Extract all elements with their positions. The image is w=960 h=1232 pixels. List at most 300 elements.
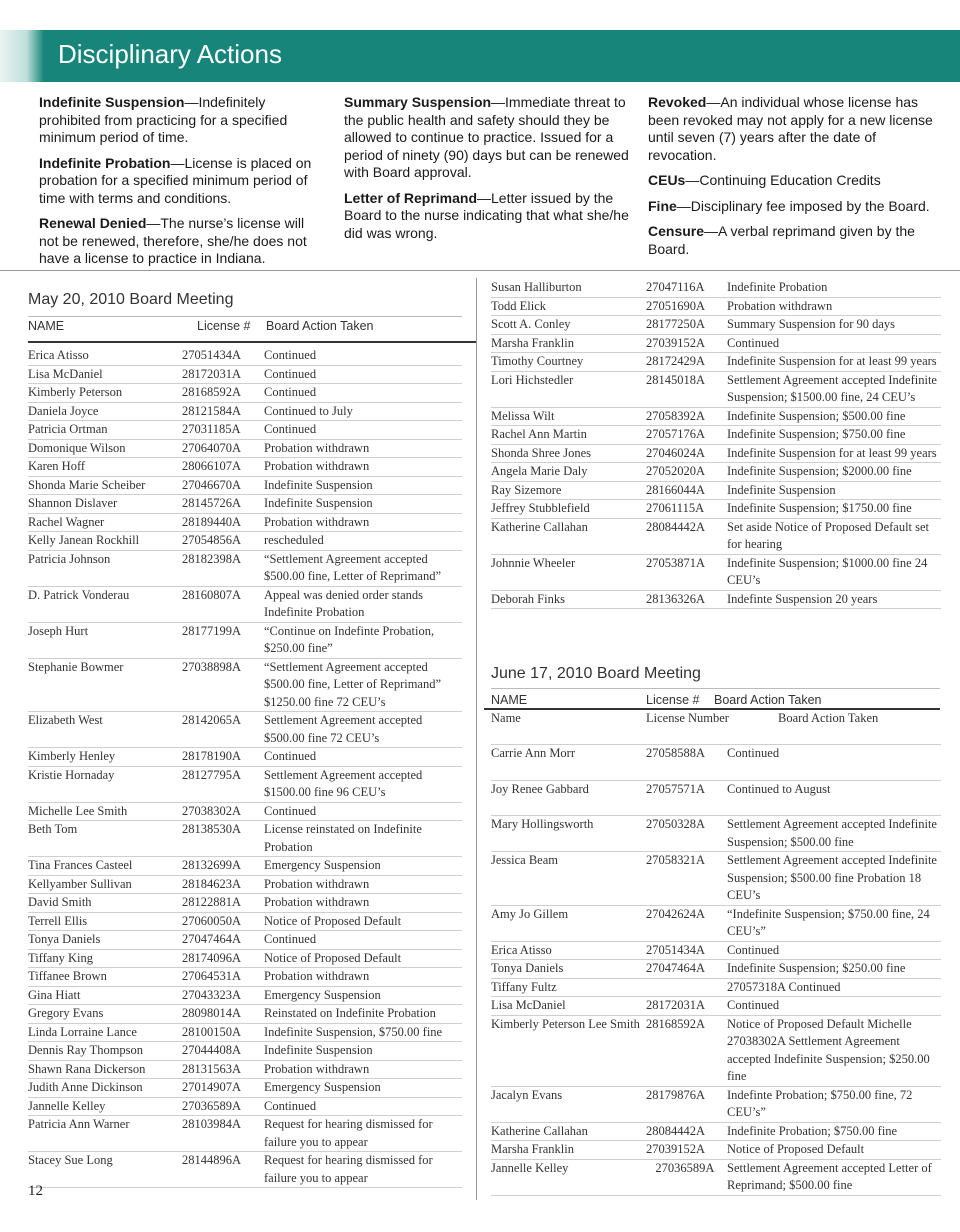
row-license: 28177199A — [182, 623, 242, 638]
row-action: Indefinite Suspension; $750.00 fine — [727, 427, 906, 441]
row-action: Indefinite Suspension — [727, 482, 836, 497]
row-license: 28179876A — [646, 1087, 706, 1102]
june-header-action: Board Action Taken — [714, 693, 822, 707]
row-license: 28178190A — [182, 749, 242, 763]
definition-term: Revoked — [648, 94, 707, 110]
row-license: 27057176A — [646, 427, 706, 441]
row-license: 28189440A — [182, 514, 242, 529]
row-action: Indefinte Probation; $750.00 fine, 72 CEU’s” — [727, 1087, 913, 1119]
row-action: Probation withdrawn — [264, 969, 370, 983]
row-license: 28084442A — [646, 519, 706, 534]
table-row — [28, 803, 462, 822]
row-action: Settlement Agreement accepted Letter of Reprimand; $500.00 fine — [727, 1160, 932, 1192]
table-row — [28, 440, 462, 459]
row-name: Patricia Ann Warner — [28, 1117, 130, 1131]
definition-term: Indefinite Suspension — [39, 94, 185, 110]
definition-item — [648, 198, 933, 216]
may-header-name: NAME — [28, 319, 65, 333]
row-name: Tina Frances Casteel — [28, 858, 133, 872]
june-header-name: NAME — [491, 693, 528, 707]
table-row — [491, 960, 941, 979]
table-row — [28, 987, 462, 1006]
row-license: 27031185A — [182, 422, 241, 436]
page-title: Disciplinary Actions — [58, 39, 282, 69]
row-license: 28172429A — [646, 354, 706, 368]
row-name: Timothy Courtney — [491, 354, 584, 368]
row-license: 28066107A — [182, 459, 242, 473]
row-action: Set aside Notice of Proposed Default set for hearing — [727, 519, 930, 551]
row-action: rescheduled — [264, 533, 324, 547]
row-license: 28142065A — [182, 713, 242, 727]
definition-term: Censure — [648, 223, 705, 239]
row-name: Kimberly Henley — [28, 749, 116, 763]
table-row — [491, 1016, 941, 1087]
row-action: License reinstated on Indefinite Probation — [264, 822, 422, 854]
table-row — [28, 421, 462, 440]
row-name: D. Patrick Vonderau — [28, 587, 130, 602]
row-action: Indefinite Suspension for at least 99 years — [727, 354, 937, 368]
row-license: 28168592A — [646, 1016, 706, 1031]
table-row — [491, 816, 941, 852]
definition-text: —An individual whose license has been revoked may not apply for a new license until seven (7) years after the date of revocation. — [648, 94, 933, 163]
row-name: Tonya Daniels — [28, 932, 101, 946]
definition-item — [39, 215, 319, 268]
row-license: 28160807A — [182, 587, 242, 602]
table-row — [28, 477, 462, 496]
row-name: Lisa McDaniel — [491, 998, 566, 1012]
definition-term: Fine — [648, 197, 677, 214]
row-name: Kimberly Peterson — [28, 385, 123, 399]
row-name: Shonda Marie Scheiber — [28, 477, 146, 492]
table-row — [491, 298, 941, 317]
table-row — [491, 482, 941, 501]
row-action: Indefinite Suspension; $2000.00 fine — [727, 464, 912, 478]
row-license: 28100150A — [182, 1024, 242, 1039]
may-header-rule — [28, 341, 476, 343]
table-row — [28, 659, 462, 713]
row-action: Settlement Agreement accepted $500.00 fine 72 CEU’s — [264, 713, 423, 745]
row-name: Tiffany King — [28, 950, 93, 965]
table-row — [28, 857, 462, 876]
table-row — [491, 852, 941, 906]
row-action: Continued — [264, 932, 317, 946]
row-name: Todd Elick — [491, 298, 547, 313]
row-license: 27039152A — [646, 1142, 706, 1156]
table-row — [491, 745, 941, 781]
row-name: Kelly Janean Rockhill — [28, 533, 140, 547]
column-divider — [476, 278, 477, 1200]
table-row — [491, 1123, 941, 1142]
row-action: Continued — [727, 998, 780, 1012]
row-license: 27047116A — [646, 280, 705, 294]
row-name: Mary Hollingsworth — [491, 817, 594, 831]
row-name: Daniela Joyce — [28, 403, 99, 418]
table-row — [491, 445, 941, 464]
definition-term: Renewal Denied — [39, 215, 147, 231]
table-row — [28, 821, 462, 857]
row-name: Jacalyn Evans — [491, 1087, 563, 1102]
table-row — [28, 767, 462, 803]
table-row — [28, 514, 462, 533]
definition-item — [648, 223, 933, 258]
definition-item — [39, 94, 319, 147]
row-name: Shonda Shree Jones — [491, 445, 591, 460]
june-subheader-name: Name — [491, 711, 521, 725]
row-action: Request for hearing dismissed for failure you to appear — [264, 1117, 433, 1149]
row-name: Katherine Callahan — [491, 519, 588, 534]
table-row — [491, 426, 941, 445]
row-action: Indefinite Suspension, $750.00 fine — [264, 1024, 443, 1039]
row-license: 27064070A — [182, 440, 242, 455]
may-column-headers — [28, 319, 468, 337]
row-name: Gina Hiatt — [28, 987, 81, 1002]
row-action: Indefinite Suspension — [264, 477, 373, 492]
row-license: 27046670A — [182, 477, 242, 492]
may-title-rule — [28, 316, 462, 317]
row-action: Emergency Suspension — [264, 858, 381, 872]
row-name: Beth Tom — [28, 822, 78, 836]
row-license: 27054856A — [182, 533, 242, 547]
row-license: 27061115A — [646, 501, 705, 515]
row-license: 28084442A — [646, 1123, 706, 1138]
definition-term: CEUs — [648, 172, 686, 188]
june-actions-table — [491, 745, 941, 1196]
definitions-column-2 — [344, 94, 634, 250]
row-name: Deborah Finks — [491, 591, 565, 606]
row-action: Continued — [264, 348, 317, 362]
row-license: 27060050A — [182, 913, 242, 928]
row-action: Probation withdrawn — [264, 876, 370, 891]
row-name: Amy Jo Gillem — [491, 906, 569, 921]
table-row — [491, 316, 941, 335]
row-license: 27044408A — [182, 1043, 242, 1057]
table-row — [491, 906, 941, 942]
row-license: 28098014A — [182, 1006, 242, 1020]
row-name: Michelle Lee Smith — [28, 803, 128, 818]
row-license: 27038302A — [182, 803, 242, 818]
row-license: 28138530A — [182, 822, 242, 836]
row-name: Erica Atisso — [28, 348, 89, 362]
row-action: Continued — [727, 335, 780, 350]
row-license: 27042624A — [646, 906, 706, 921]
table-row — [491, 335, 941, 354]
row-action: Continued — [727, 746, 780, 760]
row-license: 27053871A — [646, 555, 706, 570]
june-meeting-title: June 17, 2010 Board Meeting — [491, 665, 701, 682]
definition-text: —Continuing Education Credits — [685, 172, 881, 188]
row-license: 28145726A — [182, 496, 242, 510]
table-row — [28, 876, 462, 895]
row-name: David Smith — [28, 895, 92, 909]
row-license: 27043323A — [182, 987, 242, 1002]
table-row — [491, 942, 941, 961]
row-license: 27058392A — [646, 408, 706, 423]
row-name: Stephanie Bowmer — [28, 659, 124, 674]
row-license: 27038898A — [182, 659, 242, 674]
row-action: Continued — [264, 385, 317, 399]
table-row — [491, 519, 941, 555]
row-action: Notice of Proposed Default — [264, 913, 402, 928]
row-name: Marsha Franklin — [491, 1142, 574, 1156]
table-row — [491, 372, 941, 408]
row-name: Jannelle Kelley — [28, 1098, 106, 1113]
row-license: 28182398A — [182, 551, 242, 566]
row-name: Terrell Ellis — [28, 913, 88, 928]
may-actions-table-continued — [491, 279, 941, 609]
row-action: Continued — [264, 366, 317, 381]
row-license: 27051434A — [646, 942, 706, 957]
row-name: Shawn Rana Dickerson — [28, 1061, 146, 1076]
row-license: 27014907A — [182, 1080, 242, 1094]
row-name: Karen Hoff — [28, 459, 86, 473]
row-name: Rachel Ann Martin — [491, 427, 587, 441]
row-license: 27052020A — [646, 464, 706, 478]
row-name: Ray Sizemore — [491, 482, 562, 497]
row-license: 27047464A — [646, 961, 706, 975]
table-row — [491, 500, 941, 519]
row-action: Indefinite Probation; $750.00 fine — [727, 1123, 898, 1138]
row-action: Indefinite Probation — [727, 280, 828, 294]
row-action: Settlement Agreement accepted Indefinite Suspension; $1500.00 fine, 24 CEU’s — [727, 372, 937, 404]
row-name: Kimberly Peterson Lee Smith — [491, 1016, 640, 1031]
row-license: 27036589A — [646, 1160, 715, 1175]
row-name: Scott A. Conley — [491, 317, 571, 331]
table-row — [28, 347, 462, 366]
row-action: Probation withdrawn — [727, 298, 833, 313]
row-action: Continued — [264, 1098, 317, 1113]
table-row — [28, 894, 462, 913]
row-license: 27039152A — [646, 335, 706, 350]
table-row — [28, 1061, 462, 1080]
row-action: Settlement Agreement accepted $1500.00 fine 96 CEU’s — [264, 767, 423, 799]
row-name: Angela Marie Daly — [491, 464, 588, 478]
table-row — [491, 997, 941, 1016]
row-name: Carrie Ann Morr — [491, 746, 576, 760]
definition-text: —Disciplinary fee imposed by the Board. — [676, 197, 930, 214]
row-name: Rachel Wagner — [28, 514, 105, 529]
row-license: 28122881A — [182, 895, 242, 909]
row-action: “Indefinite Suspension; $750.00 fine, 24 CEU’s” — [727, 906, 930, 938]
row-name: Joy Renee Gabbard — [491, 781, 589, 796]
row-action: “Continue on Indefinte Probation, $250.00 fine” — [264, 623, 435, 655]
row-license: 28121584A — [182, 403, 242, 418]
row-name: Katherine Callahan — [491, 1123, 588, 1138]
row-action: Probation withdrawn — [264, 459, 370, 473]
row-action: Indefinite Suspension — [264, 1043, 373, 1057]
table-row — [28, 950, 462, 969]
row-name: Patricia Ortman — [28, 422, 108, 436]
table-row — [28, 913, 462, 932]
row-action: Settlement Agreement accepted Indefinite Suspension; $500.00 fine Probation 18 CEU’s — [727, 853, 937, 902]
page-number: 12 — [28, 1183, 43, 1199]
row-name: Kellyamber Sullivan — [28, 876, 132, 891]
table-row — [28, 968, 462, 987]
row-license: 28136326A — [646, 591, 706, 606]
row-license: 28131563A — [182, 1061, 242, 1076]
row-name: Lori Hichstedler — [491, 372, 574, 387]
definition-term: Indefinite Probation — [39, 154, 171, 171]
row-name: Shannon Dislaver — [28, 496, 118, 510]
definition-item — [648, 172, 933, 190]
definition-text: —Indefinitely prohibited from practicing for a specified minimum period of time. — [39, 94, 288, 145]
table-row — [28, 532, 462, 551]
definition-text: —Letter issued by the Board to the nurse indicating that what she/he did was wrong. — [344, 189, 629, 241]
definitions-column-3 — [648, 94, 933, 266]
row-action: Emergency Suspension — [264, 987, 381, 1002]
row-action: Indefinite Suspension; $1000.00 fine 24 CEU’s — [727, 555, 928, 587]
row-action: “Settlement Agreement accepted $500.00 fine, Letter of Reprimand” $1250.00 fine 72 CEU’s — [264, 659, 442, 709]
june-header-license: License # — [646, 693, 700, 707]
table-row — [28, 403, 462, 422]
row-license: 27058321A — [646, 853, 706, 867]
definition-text: —A verbal reprimand given by the Board. — [648, 223, 915, 257]
row-license: 27046024A — [646, 445, 706, 460]
table-row — [28, 366, 462, 385]
row-action: Probation withdrawn — [264, 895, 370, 909]
definition-item — [648, 94, 933, 164]
row-name: Erica Atisso — [491, 942, 552, 957]
banner-gradient — [0, 30, 44, 82]
may-meeting-title: May 20, 2010 Board Meeting — [28, 291, 234, 308]
row-name: Judith Anne Dickinson — [28, 1080, 143, 1094]
row-name: Melissa Wilt — [491, 408, 555, 423]
row-action: Probation withdrawn — [264, 514, 370, 529]
row-name: Elizabeth West — [28, 713, 103, 727]
row-action: Indefinite Suspension; $250.00 fine — [727, 961, 906, 975]
row-name: Joseph Hurt — [28, 623, 89, 638]
table-row — [28, 931, 462, 950]
row-license: 28103984A — [182, 1117, 242, 1131]
row-action: Continued to July — [264, 403, 353, 418]
row-action: Probation withdrawn — [264, 1061, 370, 1076]
row-action: Summary Suspension for 90 days — [727, 317, 896, 331]
definitions-column-1 — [39, 94, 319, 276]
row-license: 27050328A — [646, 817, 706, 831]
table-row — [28, 623, 462, 659]
row-action: “Settlement Agreement accepted $500.00 fine, Letter of Reprimand” — [264, 551, 442, 583]
row-license: 28172031A — [646, 998, 706, 1012]
definitions-divider — [0, 270, 960, 271]
row-action: Request for hearing dismissed for failure you to appear — [264, 1153, 433, 1185]
table-row — [28, 458, 462, 477]
row-license: 28144896A — [182, 1153, 242, 1167]
june-subheader-row — [491, 710, 941, 745]
row-action: Settlement Agreement accepted Indefinite Suspension; $500.00 fine — [727, 817, 937, 849]
table-row — [28, 1116, 462, 1152]
table-row — [28, 1042, 462, 1061]
row-license: 28145018A — [646, 372, 706, 387]
table-row — [28, 1024, 462, 1043]
row-action: Indefinite Suspension — [264, 496, 373, 510]
june-subheader-license: License Number — [646, 711, 729, 725]
may-header-action: Board Action Taken — [266, 319, 374, 333]
table-row — [28, 712, 462, 748]
row-license: 27036589A — [182, 1098, 242, 1113]
row-action: Indefinite Suspension; $500.00 fine — [727, 408, 906, 423]
row-name: Dennis Ray Thompson — [28, 1043, 144, 1057]
row-license: 28166044A — [646, 482, 706, 497]
definition-item — [39, 155, 319, 208]
definition-text: —Immediate threat to the public health and safety should they be allowed to continue to practice. Issued for a period of ninety (90) days but can be renewed with Board approval. — [344, 94, 629, 180]
row-action: Continued — [264, 749, 317, 763]
row-name: Susan Halliburton — [491, 280, 582, 294]
row-action: Appeal was denied order stands Indefinite Probation — [264, 587, 423, 619]
row-license: 27047464A — [182, 932, 242, 946]
may-actions-table — [28, 347, 462, 1188]
row-action: Indefinite Suspension; $1750.00 fine — [727, 501, 912, 515]
table-row — [28, 1152, 462, 1188]
definition-item — [344, 94, 634, 182]
row-license: 28177250A — [646, 317, 706, 331]
row-name: Gregory Evans — [28, 1006, 104, 1020]
table-row — [491, 1160, 941, 1196]
row-license: 27058588A — [646, 746, 706, 760]
row-action: Notice of Proposed Default Michelle 27038302A Settlement Agreement accepted Indefinite Suspension; $250.00 fine — [727, 1016, 930, 1083]
row-action: Continued — [264, 422, 317, 436]
row-name: Johnnie Wheeler — [491, 555, 576, 570]
row-action: Probation withdrawn — [264, 440, 370, 455]
table-row — [28, 1005, 462, 1024]
row-name: Domonique Wilson — [28, 440, 126, 455]
table-row — [491, 353, 941, 372]
row-license: 27064531A — [182, 969, 242, 983]
row-name: Linda Lorraine Lance — [28, 1024, 137, 1039]
row-license: 27051434A — [182, 348, 242, 362]
table-row — [28, 1098, 462, 1117]
row-name: Jessica Beam — [491, 853, 558, 867]
definition-term: Letter of Reprimand — [344, 189, 478, 206]
row-name: Jannelle Kelley — [491, 1160, 569, 1175]
table-row — [491, 1141, 941, 1160]
row-license: 28168592A — [182, 385, 242, 399]
row-license: 28127795A — [182, 767, 242, 782]
definition-term: Summary Suspension — [344, 94, 492, 110]
row-action: Indefinite Suspension for at least 99 years — [727, 445, 937, 460]
row-action: Emergency Suspension — [264, 1080, 381, 1094]
row-action: Indefinte Suspension 20 years — [727, 591, 878, 606]
row-action: Continued to August — [727, 781, 831, 796]
table-row — [491, 781, 941, 817]
row-license: 28184623A — [182, 876, 242, 891]
table-row — [28, 748, 462, 767]
row-license: 28174096A — [182, 950, 242, 965]
row-name: Patricia Johnson — [28, 551, 111, 566]
table-row — [491, 463, 941, 482]
table-row — [491, 591, 941, 610]
row-name: Lisa McDaniel — [28, 366, 103, 381]
table-row — [491, 555, 941, 591]
row-action: Continued — [264, 803, 317, 818]
table-row — [491, 279, 941, 298]
row-action: Notice of Proposed Default — [264, 950, 402, 965]
table-row — [28, 551, 462, 587]
may-header-license: License # — [197, 319, 251, 333]
row-name: Tiffany Fultz — [491, 979, 557, 994]
row-name: Jeffrey Stubblefield — [491, 501, 590, 515]
table-row — [491, 979, 941, 998]
row-license: 28172031A — [182, 366, 242, 381]
row-name: Marsha Franklin — [491, 335, 574, 350]
row-license: 28132699A — [182, 858, 242, 872]
definition-text: —License is placed on probation for a specified minimum period of time with terms and conditions. — [39, 154, 312, 206]
row-action: Reinstated on Indefinite Probation — [264, 1006, 436, 1020]
june-title-rule — [491, 688, 940, 689]
table-row — [491, 408, 941, 427]
row-action: Notice of Proposed Default — [727, 1142, 865, 1156]
june-subheader-action: Board Action Taken — [778, 711, 879, 725]
row-license: 27051690A — [646, 298, 706, 313]
row-action: 27057318A Continued — [727, 979, 841, 994]
